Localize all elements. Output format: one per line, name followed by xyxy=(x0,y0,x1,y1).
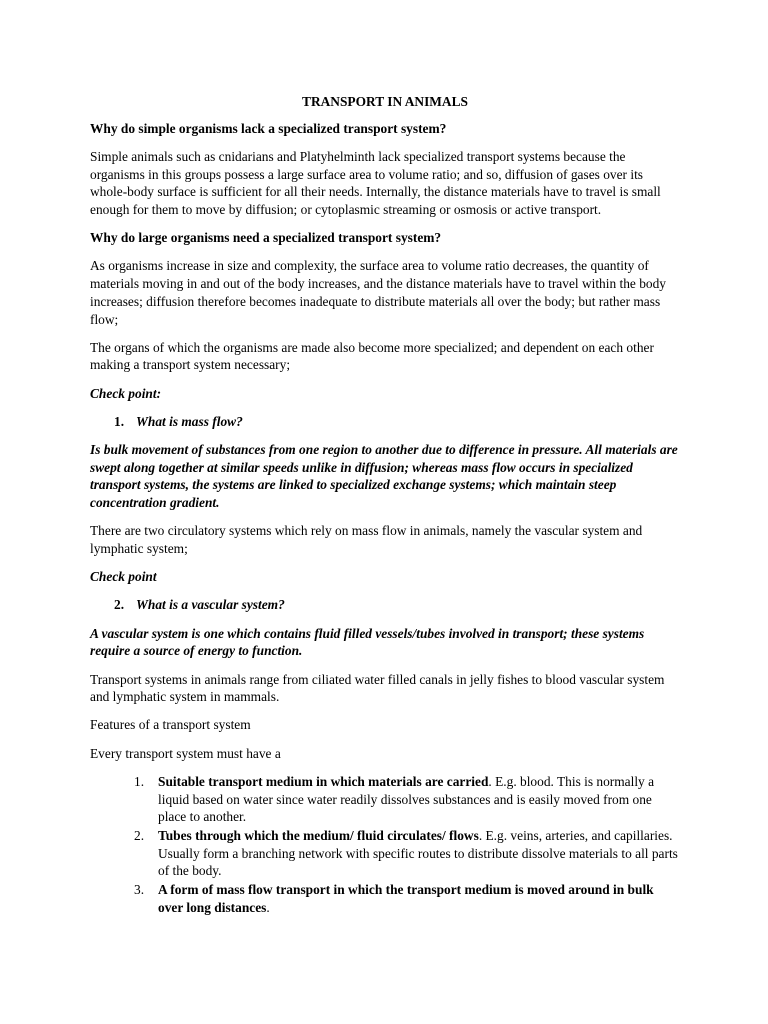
paragraph-features-heading: Features of a transport system xyxy=(90,717,251,733)
check-question-number: 1. xyxy=(114,413,125,429)
paragraph-every-system: Every transport system must have a xyxy=(90,745,281,761)
paragraph-organ-specialization: The organs of which the organisms are made also become more specialized; and dependent on each other making a transport system necessary; xyxy=(90,339,654,373)
list-item-text: . xyxy=(266,899,270,915)
paragraph-large-organisms: As organisms increase in size and complexity, the surface area to volume ratio decreases, the quantity of materials moving in and out of the body increases, and the distance materials have to travel within the body increases; diffusion therefore becomes inadequate to distribute materials all over the body; but rather mass flow; xyxy=(90,258,667,327)
list-item xyxy=(90,773,680,826)
list-item-text: . E.g. blood. This is normally a liquid based on water since water readily dissolves substances and is easily moved from one place to another. xyxy=(158,773,655,825)
document-title: TRANSPORT IN ANIMALS xyxy=(302,94,468,109)
check-question-text: What is a vascular system? xyxy=(136,597,285,613)
list-item-bold-text: Suitable transport medium in which materials are carried xyxy=(158,773,489,789)
question-heading-2: Why do large organisms need a specialized transport system? xyxy=(90,230,442,246)
paragraph-circulatory-systems: There are two circulatory systems which rely on mass flow in animals, namely the vascular system and lymphatic system; xyxy=(90,523,643,557)
check-question-1 xyxy=(114,413,680,431)
features-list xyxy=(90,773,680,917)
check-point-label-2: Check point xyxy=(90,569,157,585)
check-question-text: What is mass flow? xyxy=(136,413,243,429)
document-body xyxy=(90,93,680,918)
list-item-text: . E.g. veins, arteries, and capillaries. Usually form a branching network with specific routes to distribute dissolve materials to all parts of the body. xyxy=(158,828,678,879)
answer-mass-flow: Is bulk movement of substances from one region to another due to difference in pressure. All materials are swept along together at similar speeds unlike in diffusion; whereas mass flow occurs in specialized transport systems, the systems are linked to specialized exchange systems; which maintain steep concentration gradient. xyxy=(90,442,678,511)
check-question-2 xyxy=(114,596,680,614)
check-point-label-1: Check point: xyxy=(90,385,162,401)
question-heading-1: Why do simple organisms lack a specialized transport system? xyxy=(90,120,447,136)
list-item-number: 2. xyxy=(134,828,145,843)
list-item-number: 3. xyxy=(134,882,145,898)
list-item xyxy=(90,881,680,916)
paragraph-transport-range: Transport systems in animals range from ciliated water filled canals in jelly fishes to blood vascular system and lymphatic system in mammals. xyxy=(90,671,665,705)
list-item xyxy=(90,827,680,880)
list-item-bold-text: A form of mass flow transport in which the transport medium is moved around in bulk over long distances xyxy=(158,882,654,915)
answer-vascular-system: A vascular system is one which contains fluid filled vessels/tubes involved in transport; these systems require a source of energy to function. xyxy=(90,625,645,659)
paragraph-simple-organisms: Simple animals such as cnidarians and Platyhelminth lack specialized transport systems because the organisms in this groups possess a large surface area to volume ratio; and so, diffusion of gases over its whole-body surface is sufficient for all their needs. Internally, the distance materials have to travel is small enough for them to move by diffusion; or cytoplasmic streaming or osmosis or active transport. xyxy=(90,148,661,218)
check-question-number: 2. xyxy=(114,597,125,613)
list-item-number: 1. xyxy=(134,773,145,789)
list-item-bold-text: Tubes through which the medium/ fluid circulates/ flows xyxy=(158,828,479,843)
